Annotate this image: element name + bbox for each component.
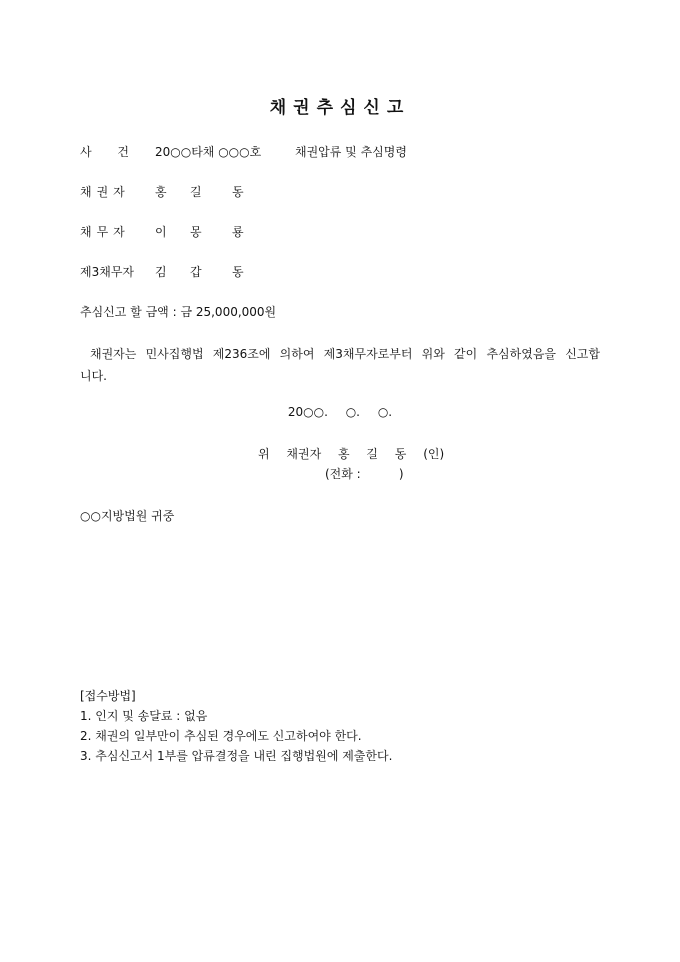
debtor-name-char: 몽: [190, 225, 202, 239]
third-debtor-name-char: 김: [155, 265, 167, 279]
creditor-name-char: 홍: [155, 185, 167, 199]
case-label: 사 건: [80, 145, 140, 159]
creditor-name-char: 길: [190, 185, 202, 199]
note-item: 2. 채권의 일부만이 추심된 경우에도 신고하여야 한다.: [80, 729, 362, 743]
court-addressee: ○○지방법원 귀중: [80, 509, 175, 523]
third-debtor-label: 제3채무자: [80, 265, 135, 279]
case-number: 20○○타채 ○○○호: [155, 145, 262, 159]
creditor-name-char: 동: [232, 185, 244, 199]
note-item: 3. 추심신고서 1부를 압류결정을 내린 집행법원에 제출한다.: [80, 749, 393, 763]
case-name: 채권압류 및 추심명령: [295, 145, 407, 159]
note-item: 1. 인지 및 송달료 : 없음: [80, 709, 208, 723]
debtor-label: 채무자: [80, 225, 130, 239]
creditor-label: 채권자: [80, 185, 130, 199]
signer-line: 위 채권자 홍 길 동 (인): [258, 447, 445, 461]
claim-amount: 추심신고 할 금액 : 금 25,000,000원: [80, 305, 277, 319]
debtor-name-char: 룡: [232, 225, 244, 239]
document-date: 20○○. ○. ○.: [287, 405, 393, 419]
third-debtor-name-char: 동: [232, 265, 244, 279]
notes-title: [접수방법]: [80, 689, 136, 703]
third-debtor-name-char: 갑: [190, 265, 202, 279]
body-paragraph: 채권자는 민사집행법 제236조에 의하여 제3채무자로부터 위와 같이 추심하였음을 신고합니다.: [80, 347, 600, 383]
debtor-name-char: 이: [155, 225, 167, 239]
phone-line: (전화 : ): [325, 467, 404, 481]
document-title: 채권추심신고: [269, 98, 411, 118]
